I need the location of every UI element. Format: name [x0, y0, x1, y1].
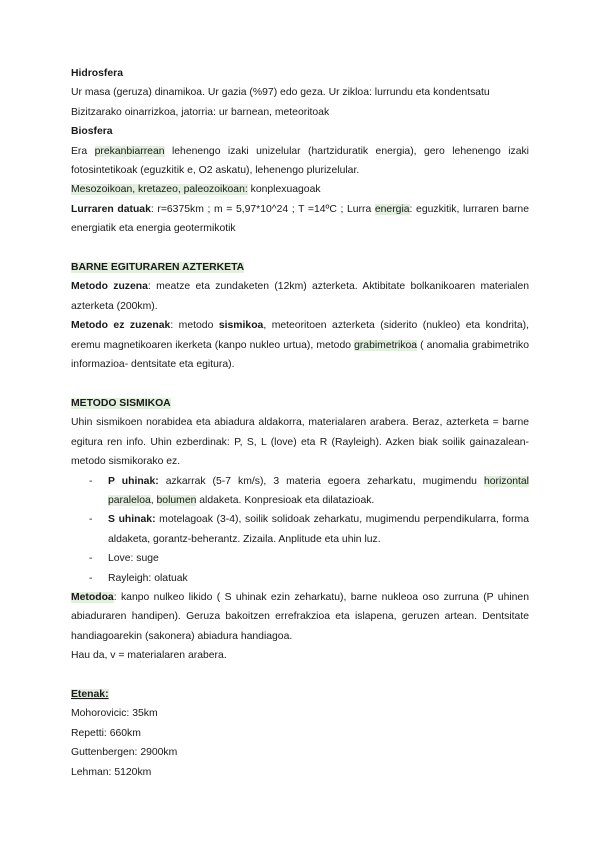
hidrosfera-text: Ur masa (geruza) dinamikoa. Ur gazia (%97) edo geza. Ur zikloa: lurrundu eta kondentsatu — [71, 87, 490, 99]
list-item — [89, 510, 529, 549]
p-uhinak-label: P uhinak: — [108, 475, 159, 487]
biosfera-heading: Biosfera — [71, 126, 113, 138]
metodoa-label: Metodoa — [71, 591, 114, 603]
biosfera-highlight: prekanbiarrean — [94, 145, 165, 157]
document-page — [71, 64, 529, 782]
lurraren-datuak-text-b: : eguzkitik, lurraren barne energiatik eta energia geotermikotik — [71, 203, 529, 235]
list-item: Lehman: 5120km — [71, 766, 152, 778]
list-item: Repetti: 660km — [71, 727, 141, 739]
p-uhinak-text-c: aldaketa. Konpresioak eta dilatazioak. — [196, 494, 375, 506]
dash-bullet-icon: - — [89, 572, 93, 584]
uhin-list — [71, 472, 529, 588]
list-item: Guttenbergen: 2900km — [71, 747, 178, 759]
etenak-heading: Etenak: — [71, 688, 109, 700]
list-item — [89, 549, 529, 568]
horizontal-paraleloa-highlight: horizontal paraleloa — [108, 475, 529, 506]
biosfera-text-a: Era — [71, 145, 95, 157]
barne-egitura-heading — [71, 258, 529, 277]
metodo-ez-zuzenak-text-b: , meteoritoen azterketa (siderito (nukleo) eta kondrita), eremu magnetikoaren ikerketa (kanpo nukleo urtua), metodo — [71, 320, 529, 351]
etenak-heading-line — [71, 685, 529, 704]
hau-da-text: Hau da, v = materialaren arabera. — [71, 650, 227, 662]
metodoa-paragraph — [71, 588, 529, 646]
barne-egitura-heading-text: BARNE EGITURAREN AZTERKETA — [71, 262, 245, 274]
p-uhinak-text-a: azkarrak (5-7 km/s), 3 materia egoera zeharkatu, mugimendu — [158, 475, 484, 487]
mesozoikoan-line — [71, 180, 529, 199]
dash-bullet-icon: - — [89, 553, 93, 565]
sismikoa-intro: Uhin sismikoen norabidea eta abiadura aldakorra, materialaren arabera. Beraz, azterketa = barne egitura ren info. Uhin ezberdinak: P, S, L (love) eta R (Rayleigh). Azken biak soilik gainazalean- metodo sismikorako ez. — [71, 417, 529, 468]
p-uhinak-text-b: , — [150, 494, 157, 506]
list-item — [89, 569, 529, 588]
metodo-zuzena-text: : meatze eta zundaketen (12km) azterketa. Aktibitate bolkanikoaren materialen azterketa (200km). — [71, 281, 529, 312]
rayleigh-text: Rayleigh: olatuak — [108, 572, 188, 584]
metodo-ez-zuzenak-label: Metodo ez zuzenak — [71, 320, 171, 332]
s-uhinak-label: S uhinak: — [108, 514, 156, 526]
sismikoa-bold: sismikoa — [218, 320, 264, 332]
metodoa-text: : kanpo nulkeo likido ( S uhinak ezin zeharkatu), barne nukleoa oso zurruna (P uhinen abiaduraren handipen). Geruza bakoitzen errefrakzioa eta islapena, geruzen artean. Dentsitate handiagoarekin (sakonera) abiadura handiagoa. — [71, 591, 529, 642]
biosfera-text-b: lehenengo izaki unizelular (hartziduratik energia), gero lehenengo izaki fotosintetikoak (eguzkitik e, O2 askatu), lehenengo plurizelular. — [71, 145, 529, 177]
lurraren-datuak-label: Lurraren datuak — [71, 203, 151, 215]
metodo-ez-zuzenak-text-c: ( anomalia grabimetriko informazioa- dentsitate eta egitura). — [71, 339, 529, 371]
mesozoikoan-text: konplexuagoak — [247, 184, 321, 196]
metodo-ez-zuzenak-text-a: : metodo — [170, 320, 219, 332]
list-item — [89, 472, 529, 511]
lurraren-datuak-text-a: : r=6375km ; m = 5,97*10^24 ; T =14ºC ; Lurra — [150, 203, 375, 215]
bolumen-highlight: bolumen — [156, 494, 197, 506]
bizitzarako-text: Bizitzarako oinarrizkoa, jatorria: ur barnean, meteoritoak — [71, 106, 330, 118]
energia-highlight: energia — [374, 203, 410, 215]
lurraren-datuak-paragraph — [71, 200, 529, 239]
list-item: Mohorovicic: 35km — [71, 708, 158, 720]
s-uhinak-text: motelagoak (3-4), soilik solidoak zeharkatu, mugimendu perpendikularra, forma aldaketa, gorantz-beherantz. Zizaila. Anplitude eta uhin luz. — [108, 514, 529, 545]
hidrosfera-heading: Hidrosfera — [71, 68, 123, 79]
biosfera-paragraph — [71, 142, 529, 181]
mesozoikoan-highlight: Mesozoikoan, kretazeo, paleozoikoan: — [71, 184, 248, 196]
love-text: Love: suge — [108, 553, 159, 565]
metodo-zuzena-label: Metodo zuzena — [71, 281, 148, 293]
metodo-zuzena-paragraph — [71, 277, 529, 316]
dash-bullet-icon: - — [89, 514, 93, 526]
grabimetrikoa-highlight: grabimetrikoa — [354, 339, 418, 351]
metodo-sismikoa-heading — [71, 394, 529, 413]
dash-bullet-icon: - — [89, 475, 93, 487]
metodo-ez-zuzenak-paragraph — [71, 316, 529, 374]
metodo-sismikoa-heading-text: METODO SISMIKOA — [71, 397, 171, 409]
